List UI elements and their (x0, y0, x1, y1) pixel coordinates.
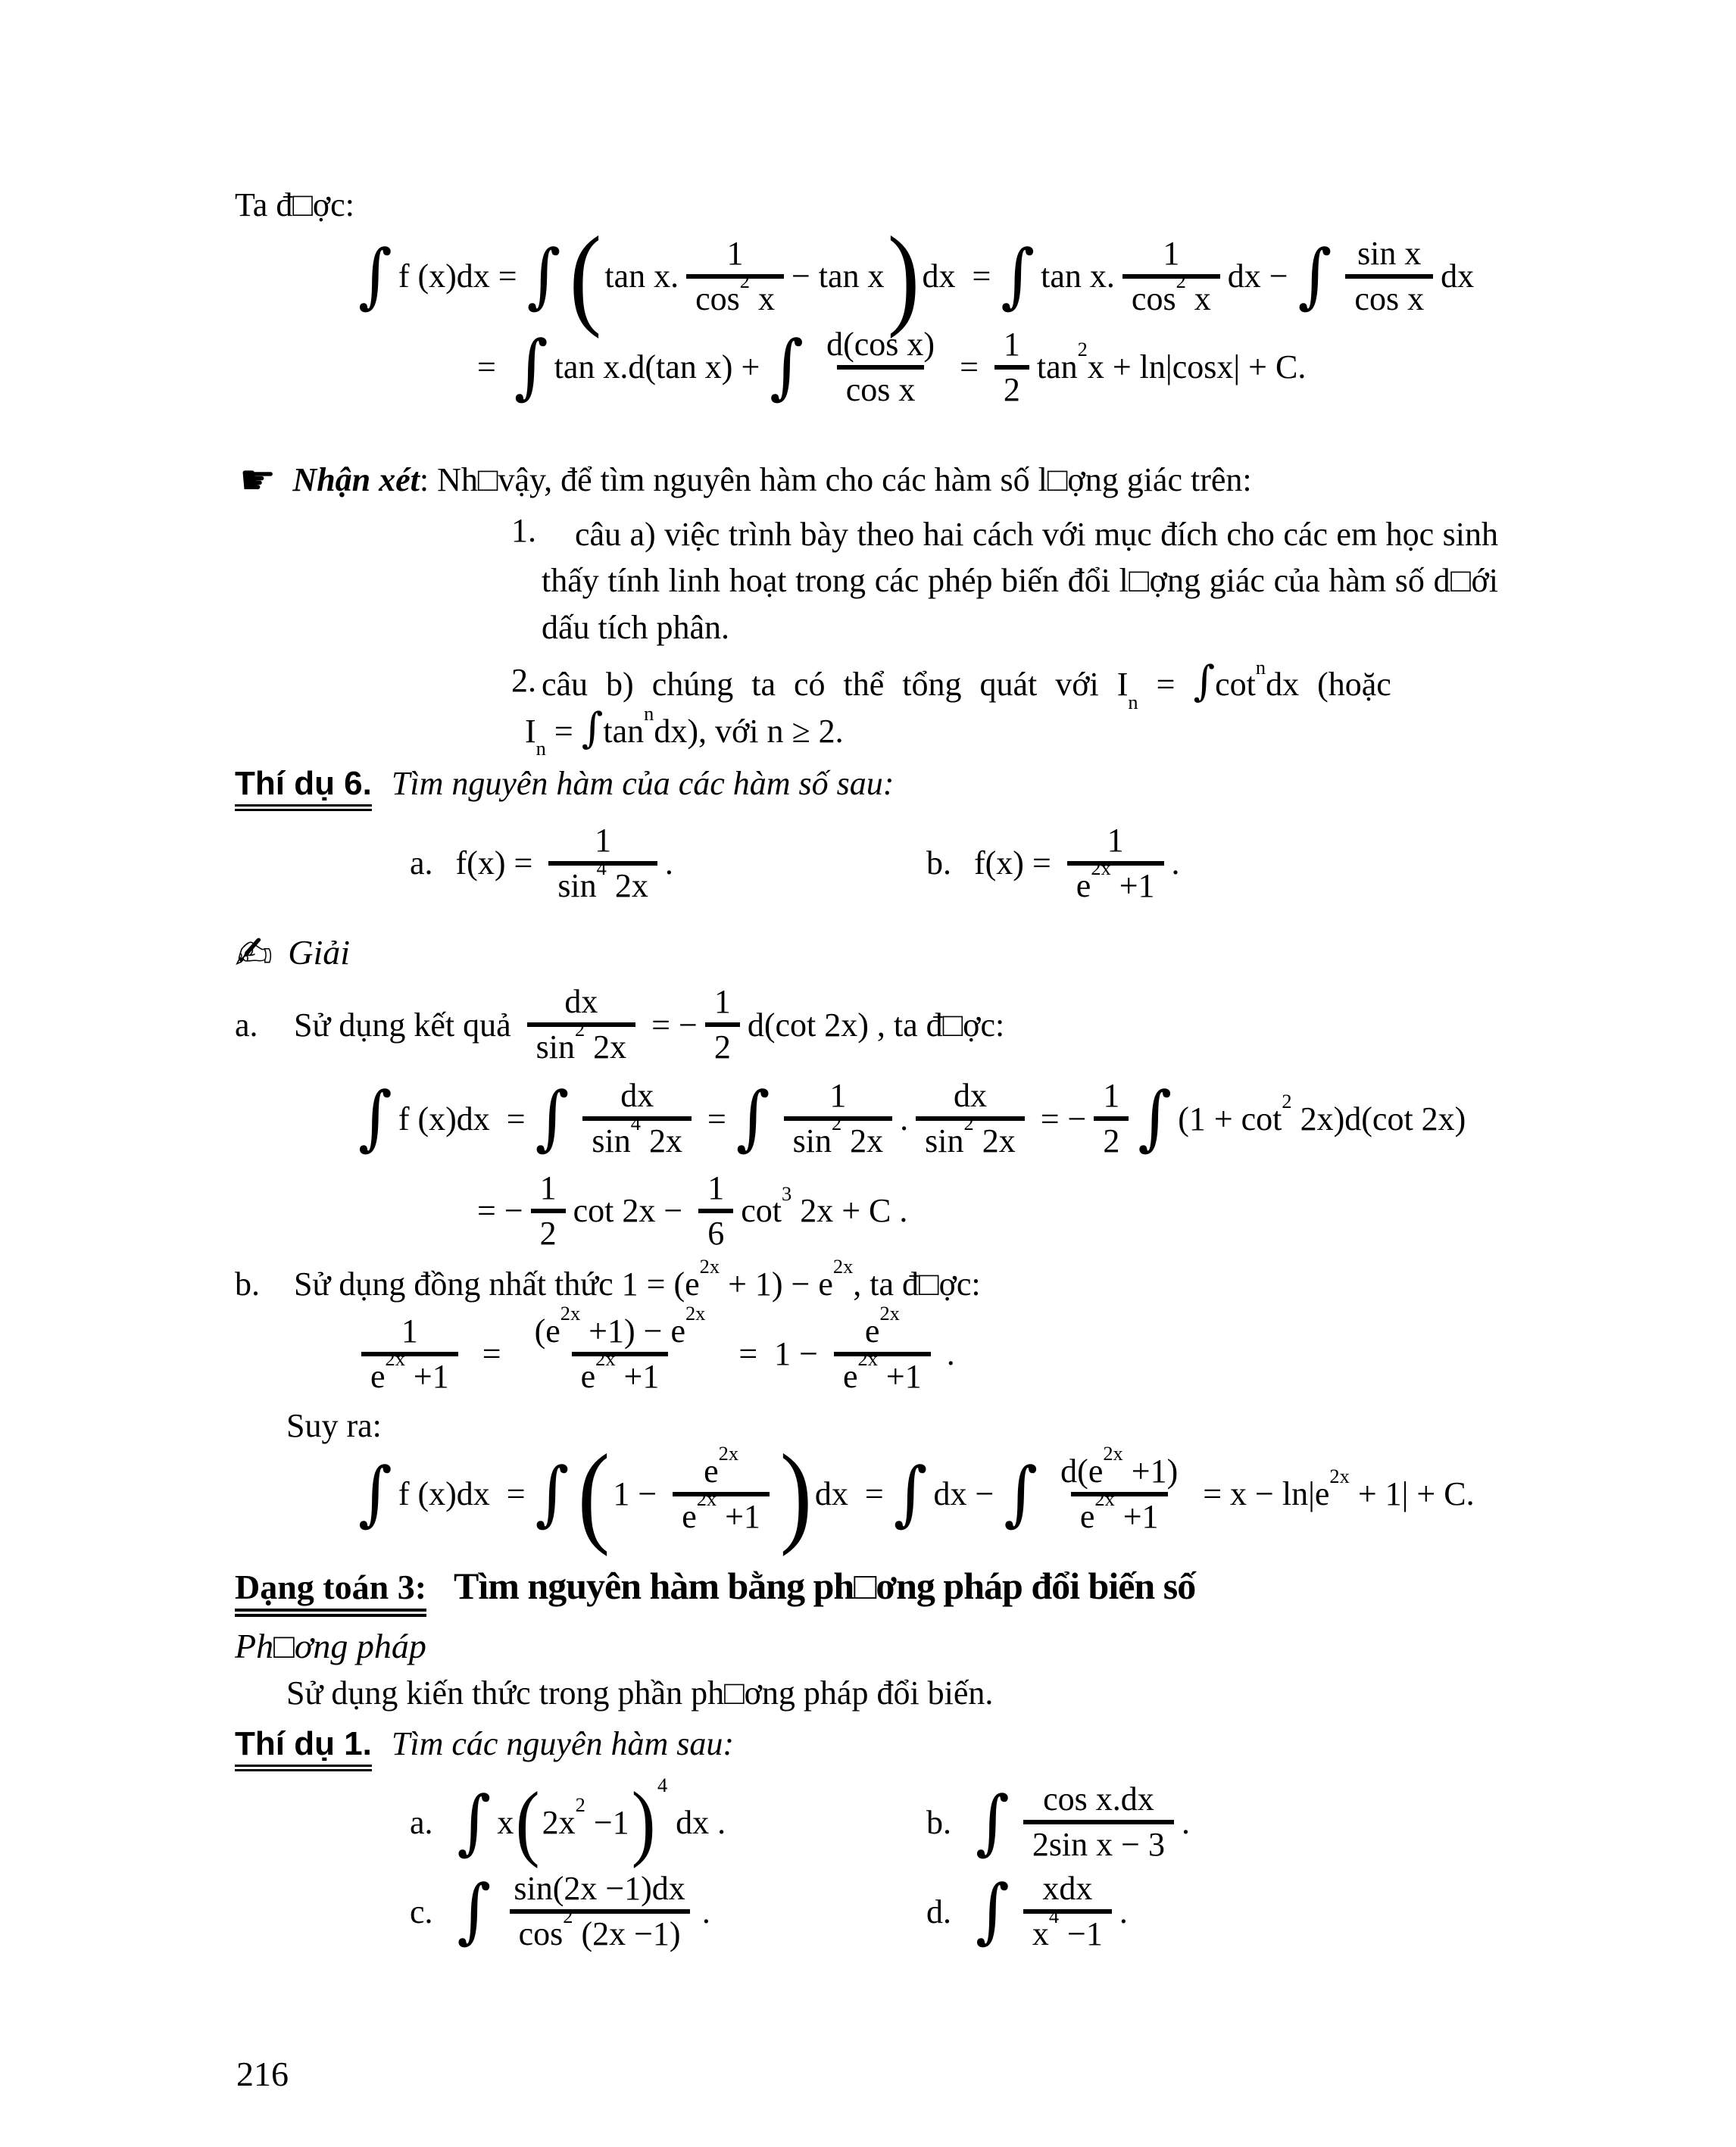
denominator (705, 1022, 740, 1068)
numerator (1034, 1779, 1163, 1820)
problem-label: a. (410, 1803, 433, 1841)
math-run: = − (477, 1192, 523, 1230)
integral-sign: ∫ (1138, 1077, 1172, 1159)
denominator (1067, 856, 1164, 907)
integral-sign: ∫ (535, 1452, 570, 1534)
math-run: tan x.d(tan x) + (554, 348, 769, 386)
numerator (392, 1311, 427, 1352)
math-run: 1 (829, 1077, 847, 1115)
denominator (994, 365, 1029, 410)
math-run: $^4$ dx . (657, 1773, 726, 1841)
math-run: 1 (1103, 1077, 1120, 1115)
example-6-label: Thí dụ 6. (235, 765, 372, 811)
math-run: 1 (401, 1312, 418, 1350)
problem-label: d. (926, 1893, 951, 1930)
integral-sign: ∫ (770, 325, 804, 407)
formula-tan-expansion-line2 (477, 324, 1524, 410)
integral-sign: ∫ (457, 1780, 492, 1863)
fraction (834, 1302, 931, 1397)
math-run: $(1 + \cot^2 2x)d(\cot$ 2x) (1178, 1089, 1466, 1137)
writing-hand-icon: ✍ (235, 927, 273, 981)
math-run: $\cos^2 (2x -1)$ (518, 1905, 681, 1953)
numerator (820, 1075, 855, 1116)
denominator (548, 856, 657, 907)
big-paren: ( (578, 1431, 610, 1557)
denominator (582, 1112, 692, 1162)
math-run: dx (953, 1077, 987, 1115)
numerator (698, 1168, 733, 1209)
problem-6a-formula (456, 820, 673, 907)
math-run: cos x.dx (1043, 1780, 1154, 1818)
math-run: Sử dụng đồng nhất thức $1 = (e^{2x} + 1) - e^{2x}$, ta đ□ợc: (294, 1255, 981, 1303)
integral-sign: ∫ (1004, 1452, 1038, 1534)
math-run: $\sin^2 2x$ (792, 1112, 884, 1160)
fraction (1023, 1779, 1174, 1865)
example-6-header (235, 764, 1524, 811)
math-run: − tan x (791, 257, 885, 295)
problem-6b-formula (974, 820, 1180, 907)
math-run: = (951, 348, 987, 386)
numerator (994, 324, 1029, 365)
fraction (531, 1168, 566, 1254)
math-run: x (497, 1803, 514, 1841)
math-run: cot 2x − (573, 1192, 692, 1230)
math-run: $e^{2x} +1$ (1076, 856, 1155, 904)
paragraph-ta-duoc: Ta đ□ợc: (235, 186, 354, 223)
numerator (718, 233, 753, 274)
integral-sign: ∫ (976, 1780, 1010, 1863)
math-run: $\cos^2 x$ (695, 270, 775, 317)
integral-sign: ∫ (893, 1452, 928, 1534)
math-run: $(e^{2x} +1) - e^{2x}$ (534, 1302, 706, 1350)
math-run: f (x)dx = (398, 257, 526, 295)
numerator (695, 1441, 748, 1492)
math-run: $e^{2x} +1$ (682, 1487, 760, 1535)
math-run: 1 (1163, 235, 1180, 272)
solution-a-label: a. (235, 1006, 258, 1044)
math-run: = (465, 1335, 518, 1373)
numerator (944, 1075, 996, 1116)
math-run: cos x (1354, 279, 1425, 317)
denominator (531, 1209, 566, 1254)
example-1-statement: Tìm các nguyên hàm sau: (391, 1725, 735, 1763)
numerator (856, 1302, 909, 1352)
denominator (1023, 1905, 1112, 1955)
math-run: tan x. (1041, 257, 1115, 295)
integral-sign: ∫ (358, 235, 392, 317)
math-run: $\sin^2 2x$ (925, 1112, 1016, 1160)
math-run: 2 (1103, 1122, 1120, 1160)
math-run: f(x) = (974, 844, 1060, 882)
math-run: . (1119, 1893, 1128, 1930)
numerator (526, 1302, 715, 1352)
math-run: d(cot 2x) , ta đ□ợc: (747, 1006, 1005, 1044)
math-run: dx (564, 983, 598, 1021)
integral-sign: ∫ (526, 235, 561, 317)
big-paren: ( (570, 213, 602, 339)
math-run: d(cos x) (826, 325, 935, 363)
math-run: dx − (933, 1475, 1003, 1513)
item-number: 1. (511, 511, 536, 549)
math-run: $\cot^3 2x + C$ . (741, 1181, 908, 1230)
math-run: . (1171, 844, 1180, 882)
paragraph-suy-ra: Suy ra: (286, 1406, 382, 1444)
math-run: $e^{2x}$ (864, 1302, 900, 1350)
math-run: $d(e^{2x} +1)$ (1060, 1441, 1179, 1490)
problem-1d-formula (974, 1868, 1128, 1955)
math-run: $e^{2x} +1$ (843, 1347, 922, 1395)
section-3-title: Tìm nguyên hàm bằng ph□ơng pháp đổi biến số (454, 1565, 1196, 1608)
solution-label: Giải (288, 933, 351, 972)
problem-1c (410, 1868, 926, 1955)
example-1-problems-row1 (410, 1773, 1524, 1870)
math-run: sin x (1357, 235, 1422, 272)
integral-sign: ∫ (514, 325, 548, 407)
math-run: $e^{2x} +1$ (580, 1347, 660, 1395)
problem-label: a. (410, 844, 433, 882)
problem-1b (926, 1779, 1190, 1865)
fraction (582, 1075, 692, 1162)
denominator (1345, 274, 1433, 320)
fraction (1122, 233, 1220, 320)
math-run: . (1181, 1803, 1190, 1841)
remark-item-1 (235, 511, 1524, 651)
denominator (916, 1112, 1025, 1162)
problem-1b-formula (974, 1779, 1190, 1865)
remark-text (292, 460, 1251, 499)
numerator (1033, 1868, 1101, 1909)
item-text: câu a) việc trình bày theo hai cách với mục đích cho các em học sinh thấy tính linh hoạt trong các phép biến đổi l□ợng giác của hàm số d□ới dấu tích phân. (542, 515, 1498, 646)
math-run: 2sin x − 3 (1032, 1826, 1165, 1864)
numerator (611, 1075, 663, 1116)
integral-sign: ∫ (358, 1077, 392, 1159)
problem-6b (926, 820, 1180, 907)
example-1-label: Thí dụ 1. (235, 1725, 372, 1771)
problem-1a (410, 1773, 926, 1870)
fraction (527, 981, 636, 1068)
math-run: $e^{2x} +1$ (1079, 1487, 1159, 1535)
solution-a-intro-formula (294, 981, 1004, 1068)
math-run: 1 − (613, 1475, 666, 1513)
math-run: 1 (595, 821, 612, 859)
solution-b-intro-formula (294, 1255, 981, 1303)
math-run: . (664, 844, 673, 882)
remark-rest: : Nh□vậy, để tìm nguyên hàm cho các hàm số l□ợng giác trên: (419, 460, 1252, 498)
solution-b-intro (235, 1255, 1524, 1303)
denominator (837, 365, 925, 410)
big-paren: ( (516, 1775, 540, 1870)
fraction (526, 1302, 715, 1397)
math-run: 2 (539, 1214, 557, 1252)
fraction (504, 1868, 694, 1955)
solution-a-formula-line1 (357, 1075, 1524, 1162)
integral-sign: ∫ (535, 1077, 570, 1159)
math-run: dx (1441, 257, 1475, 295)
solution-a-formula-line2 (477, 1168, 1524, 1254)
math-run: $\sin^4 2x$ (592, 1112, 682, 1160)
fraction (1094, 1075, 1129, 1162)
math-run: $x^4 -1$ (1032, 1905, 1103, 1953)
math-run: 1 (539, 1169, 557, 1207)
fraction (1051, 1441, 1187, 1537)
example-1-problems-row2 (410, 1868, 1524, 1955)
math-run: = − (1032, 1100, 1087, 1137)
fraction (1023, 1868, 1112, 1955)
example-1-header (235, 1724, 1524, 1771)
fraction (548, 820, 657, 907)
math-run: 1 (707, 1169, 725, 1207)
math-run: = (698, 1100, 735, 1137)
fraction (784, 1075, 893, 1162)
integral-sign: ∫ (581, 704, 604, 752)
integral-sign: ∫ (1193, 657, 1216, 706)
fraction (698, 1168, 733, 1254)
numerator (1154, 233, 1188, 274)
numerator (1348, 233, 1430, 274)
numerator (531, 1168, 566, 1209)
math-run: f (x)dx = (398, 1475, 534, 1513)
math-run: câu b) chúng ta có thể tổng quát với $I_n = \int\cot^ndx$ (hoặc (542, 655, 1391, 713)
fraction (994, 324, 1029, 410)
item-number: 2. (511, 662, 536, 700)
math-run: . (900, 1100, 909, 1137)
fraction (1345, 233, 1433, 320)
remark-item-2 (235, 655, 1524, 760)
math-run: 2 (1003, 370, 1020, 408)
math-run: $I_n = \int\tan^ndx$), với n ≥ 2. (525, 702, 844, 760)
problem-1d (926, 1868, 1128, 1955)
math-run: $2x^2 -1$ (542, 1793, 629, 1841)
math-run: $e^{2x}$ (704, 1441, 739, 1490)
fraction (705, 981, 740, 1068)
problem-label: c. (410, 1893, 433, 1930)
math-run: Sử dụng kết quả (294, 1006, 520, 1044)
math-run: $\sin^2 2x$ (535, 1018, 627, 1066)
math-run: dx = (814, 1475, 892, 1513)
fraction (361, 1311, 458, 1397)
solution-a-intro (235, 981, 1524, 1068)
item-text (525, 655, 1498, 760)
denominator (686, 270, 784, 320)
denominator (1122, 270, 1220, 320)
denominator (1023, 1820, 1174, 1865)
fraction (916, 1075, 1025, 1162)
math-run: tan x. (604, 257, 679, 295)
math-run: dx (620, 1077, 654, 1115)
denominator (527, 1018, 636, 1068)
integral-sign: ∫ (976, 1870, 1010, 1952)
math-run: 1 (1003, 325, 1020, 363)
math-run: = − (643, 1006, 698, 1044)
fraction (686, 233, 784, 320)
problem-1c-formula (456, 1868, 710, 1955)
method-text: Sử dụng kiến thức trong phần ph□ơng pháp đổi biến. (286, 1674, 994, 1712)
pointing-hand-icon: ☛ (239, 455, 276, 504)
math-run: . (938, 1335, 955, 1373)
math-run: = $x - \ln|e^{2x} + 1| + C$. (1194, 1465, 1475, 1513)
numerator (705, 981, 740, 1022)
math-run: dx = (922, 257, 1000, 295)
big-paren: ) (779, 1431, 813, 1557)
denominator (698, 1209, 733, 1254)
math-run: = 1 − (722, 1335, 826, 1373)
math-run: = (477, 348, 513, 386)
denominator (572, 1347, 669, 1397)
formula-tan-expansion-line1 (357, 213, 1524, 339)
numerator (1094, 1075, 1129, 1116)
fraction (817, 324, 944, 410)
math-run: 1 (713, 983, 731, 1021)
denominator (784, 1112, 893, 1162)
numerator (817, 324, 944, 365)
section-3-label: Dạng toán 3: (235, 1567, 426, 1617)
solution-b-label: b. (235, 1265, 260, 1303)
solution-b-final-formula (357, 1431, 1524, 1557)
math-run: xdx (1042, 1870, 1093, 1908)
numerator (555, 981, 607, 1022)
math-run: $\sin^4 2x$ (557, 856, 648, 904)
problem-label: b. (926, 1803, 951, 1841)
solution-b-identity-formula (354, 1302, 1524, 1397)
denominator (510, 1905, 690, 1955)
integral-sign: ∫ (1001, 235, 1035, 317)
math-run: cos x (845, 370, 916, 408)
math-run: $e^{2x} +1$ (370, 1347, 449, 1395)
remark-block (235, 453, 1524, 504)
problem-label: b. (926, 844, 951, 882)
math-run: 1 (1107, 821, 1124, 859)
denominator (361, 1347, 458, 1397)
denominator (1094, 1116, 1129, 1162)
math-run: 1 (726, 235, 744, 272)
fraction (673, 1441, 770, 1537)
denominator (834, 1347, 931, 1397)
big-paren: ) (631, 1775, 656, 1870)
method-heading: Ph□ơng pháp (235, 1627, 426, 1666)
math-run: $\cos^2 x$ (1131, 270, 1211, 317)
math-run: sin(2x −1)dx (514, 1870, 685, 1908)
denominator (673, 1487, 770, 1537)
solution-header (235, 922, 1524, 981)
numerator (1098, 820, 1133, 861)
integral-sign: ∫ (735, 1077, 770, 1159)
integral-sign: ∫ (358, 1452, 392, 1534)
item2-line2 (525, 702, 1498, 760)
integral-sign: ∫ (457, 1870, 492, 1952)
denominator (1071, 1487, 1168, 1537)
big-paren: ) (887, 213, 920, 339)
math-run: f(x) = (455, 844, 542, 882)
math-run: 6 (707, 1214, 725, 1252)
math-run: f (x)dx = (398, 1100, 534, 1137)
numerator (1051, 1441, 1187, 1492)
math-run: $\tan^2x + \ln|\cos x| + C$. (1036, 338, 1307, 386)
example-6-statement: Tìm nguyên hàm của các hàm số sau: (391, 764, 895, 802)
math-run: dx − (1227, 257, 1297, 295)
integral-sign: ∫ (1297, 235, 1332, 317)
item2-line1 (542, 655, 1498, 713)
page-number: 216 (236, 2055, 289, 2093)
remark-title: Nhận xét (292, 460, 420, 498)
fraction (1067, 820, 1164, 907)
section-3-header (235, 1564, 1524, 1617)
problem-6a (410, 820, 926, 907)
math-run: 2 (713, 1028, 731, 1066)
problem-1a-formula (456, 1773, 726, 1870)
example-6-problems (410, 820, 1524, 907)
math-run: . (701, 1893, 710, 1930)
numerator (585, 820, 620, 861)
numerator (504, 1868, 694, 1909)
